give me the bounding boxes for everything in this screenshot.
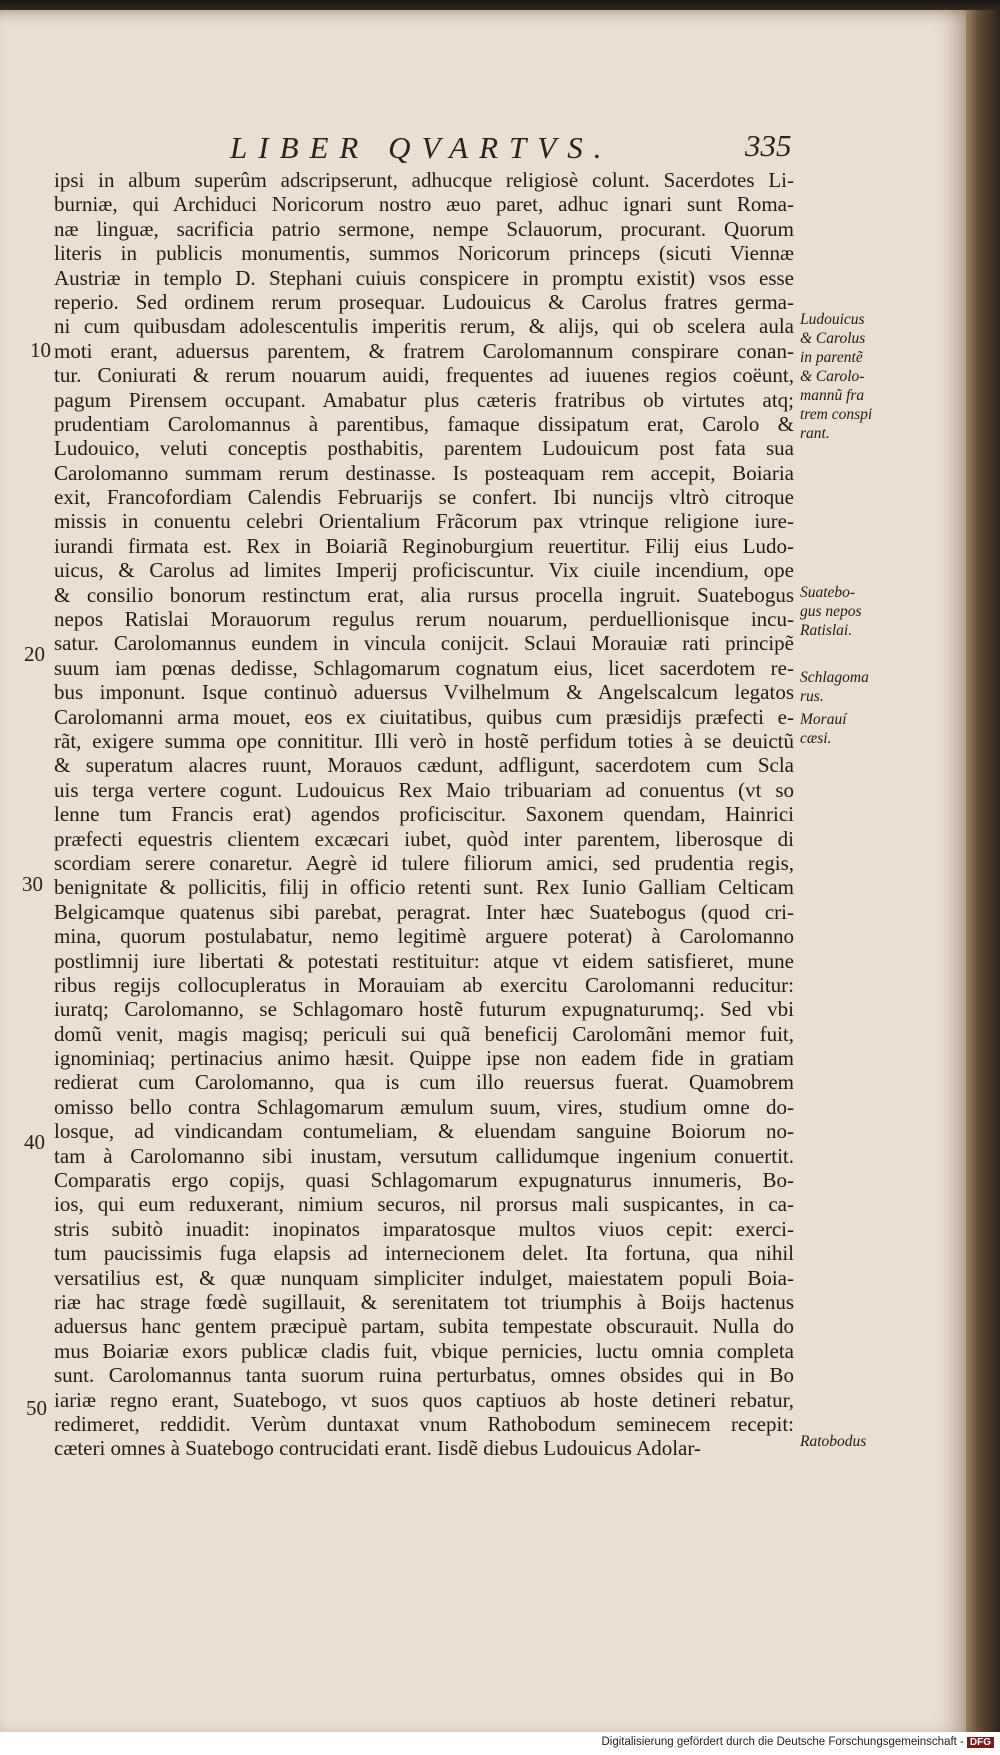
margin-note-line: mannũ fra bbox=[800, 387, 865, 404]
margin-note-line: trem conspi bbox=[800, 406, 873, 423]
text-line: Ludouico, veluti conceptis posthabitis, parentem Ludouicum post fata sua bbox=[54, 436, 794, 461]
margin-note-line: rus. bbox=[800, 688, 824, 705]
margin-note-line: & Carolo- bbox=[800, 368, 865, 385]
page-header bbox=[0, 130, 966, 170]
text-line: cæteri omnes à Suatebogo contrucidati erant. Iisdẽ diebus Ludouicus Adolar- bbox=[54, 1436, 701, 1461]
text-line: uis terga vertere cogunt. Ludouicus Rex Maio tribuariam ad conuentus (vt so bbox=[54, 777, 794, 802]
text-line: uicus, & Carolus ad limites Imperij proficiscuntur. Vix ciuile incendium, ope bbox=[54, 558, 794, 583]
text-line: scordiam serere conaretur. Aegrè id tulere filiorum amici, sed prudentia regis, bbox=[54, 850, 794, 875]
line-number-30: 30 bbox=[22, 872, 43, 896]
digitization-footer bbox=[0, 1732, 1000, 1755]
text-line: iuratq; Carolomanno, se Schlagomaro hostẽ futurum expugnaturumq;. Sed vbi bbox=[54, 997, 794, 1022]
text-line: rãt, exigere summa ope connititur. Illi verò in hostẽ perfidum toties à se deuictũ bbox=[54, 728, 794, 753]
main-text-block bbox=[54, 168, 794, 1461]
running-head: LIBER QVARTVS. bbox=[230, 130, 613, 165]
text-line: moti erant, aduersus parentem, & fratrem Carolomannum conspirare conan- bbox=[54, 338, 794, 363]
text-line: ios, qui eum reduxerant, nimium securos, nil prorsus mali suspicantes, in ca- bbox=[54, 1192, 794, 1217]
text-line: tur. Coniurati & rerum nouarum auidi, frequentes ad iuuenes regios coëunt, bbox=[54, 363, 794, 388]
text-line: iurandi firmata est. Rex in Boiariã Reginoburgium reuertitur. Filij eius Ludo- bbox=[54, 533, 794, 558]
text-line: Austriæ in templo D. Stephani cuiuis conspicere in promptu existit) vsos esse bbox=[54, 265, 794, 290]
text-line: Belgicamque quatenus sibi parebat, peragrat. Inter hæc Suatebogus (quod cri- bbox=[54, 899, 794, 924]
margin-note-line: Morauí bbox=[800, 711, 847, 728]
text-line: omisso bello contra Schlagomarum æmulum suum, vires, studium omne do- bbox=[54, 1094, 794, 1119]
dfg-logo: DFG bbox=[967, 1737, 994, 1748]
margin-note-line: Ludouicus bbox=[800, 311, 865, 328]
text-line: tum paucissimis fuga elapsis ad internecionem delet. Ita fortuna, qua nihil bbox=[54, 1241, 794, 1266]
text-line: ribus regijs collocupleratus in Morauiam ab exercitu Carolomanni reducitur: bbox=[54, 972, 794, 997]
text-line: redimeret, reddidit. Verùm duntaxat vnum Rathobodum seminecem recepit: bbox=[54, 1411, 794, 1436]
text-line: stris subitò inuadit: inopinatos imparatosque multos viuos cepit: exerci- bbox=[54, 1216, 794, 1241]
text-line: exit, Francofordiam Calendis Februarijs se confert. Ibi nuncijs vltrò citroque bbox=[54, 485, 794, 510]
book-page bbox=[0, 10, 966, 1732]
margin-note-line: Ratislai. bbox=[800, 622, 853, 639]
text-line: Comparatis ergo copijs, quasi Schlagomarum expugnaturus innumeris, Bo- bbox=[54, 1168, 794, 1193]
margin-note-suatebogus bbox=[800, 583, 895, 640]
text-line: ni cum quibusdam adolescentulis imperitis rerum, & alijs, qui ob scelera aula bbox=[54, 314, 794, 339]
margin-note-line: cæsi. bbox=[800, 730, 832, 747]
text-line: iariæ regno erant, Suatebogo, vt suos quos captiuos ab hoste detineri rebatur, bbox=[54, 1387, 794, 1412]
text-line: mus Boiariæ exors publicæ cladis fuit, vbique pernicies, luctu omnia completa bbox=[54, 1338, 794, 1363]
text-line: nepos Ratislai Morauorum regulus rerum nouarum, perduellionisque incu- bbox=[54, 607, 794, 632]
text-line: lenne tum Francis erat) agendos proficiscitur. Saxonem quendam, Hainrici bbox=[54, 802, 794, 827]
margin-note-ratobodus bbox=[800, 1432, 895, 1451]
margin-note-line: Ratobodus bbox=[800, 1433, 867, 1450]
margin-note-line: & Carolus bbox=[800, 330, 866, 347]
text-line: riæ hac strage fœdè sugillauit, & serenitatem tot triumphis à Boijs hactenus bbox=[54, 1289, 794, 1314]
text-line: bus imponunt. Isque continuò aduersus Vvilhelmum & Angelscalcum legatos bbox=[54, 680, 794, 705]
text-line: aduersus hanc gentem præcipuè partam, subita tempestate obscurauit. Nulla do bbox=[54, 1314, 794, 1339]
text-line: missis in conuentu celebri Orientalium Frãcorum pax vtrinque religione iure- bbox=[54, 509, 794, 534]
text-line: domũ venit, magis magisq; periculi sui quã beneficij Carolomãni memor fuit, bbox=[54, 1021, 794, 1046]
text-line: redierat cum Carolomanno, qua is cum illo reuersus fuerat. Quamobrem bbox=[54, 1070, 794, 1095]
text-line: losque, ad vindicandam contumeliam, & eluendam sanguine Boiorum no- bbox=[54, 1119, 794, 1144]
footer-credit-text: Digitalisierung gefördert durch die Deutsche Forschungsgemeinschaft - bbox=[601, 1736, 964, 1748]
text-line: versatilius est, & quæ nunquam simpliciter indulget, maiestatem populi Boia- bbox=[54, 1265, 794, 1290]
text-line: præfecti equestris clientem excæcari iubet, quòd inter parentem, liberosque di bbox=[54, 826, 794, 851]
footer-credit bbox=[601, 1736, 994, 1748]
text-line: benignitate & pollicitis, filij in officio retenti sunt. Rex Iunio Galliam Celticam bbox=[54, 875, 794, 900]
line-number-50: 50 bbox=[26, 1396, 47, 1420]
text-line: ipsi in album superûm adscripserunt, adhucque religiosè colunt. Sacerdotes Li- bbox=[54, 168, 794, 192]
margin-note-line: rant. bbox=[800, 425, 830, 442]
line-number-20: 20 bbox=[24, 642, 45, 666]
margin-note-morauí bbox=[800, 710, 895, 748]
page-edge bbox=[966, 10, 1000, 1732]
margin-note-schlagomarus bbox=[800, 668, 895, 706]
text-line: & superatum alacres ruunt, Morauos cædunt, adfligunt, sacerdotem cum Scla bbox=[54, 753, 794, 778]
text-line: postlimnij iure libertati & potestati restituitur: atque vt eidem satisfieret, mune bbox=[54, 948, 794, 973]
text-line: suum iam pœnas dedisse, Schlagomarum cognatum eius, licet sacerdotem re- bbox=[54, 655, 794, 680]
text-line: Carolomanni arma mouet, eos ex ciuitatibus, quibus cum præsidijs præfecti e- bbox=[54, 704, 794, 729]
text-line: & consilio bonorum restinctum erat, alia rursus procella ingruit. Suatebogus bbox=[54, 582, 794, 607]
text-line: prudentiam Carolomannus à parentibus, famaque dissipatum erat, Carolo & bbox=[54, 411, 794, 436]
line-number-10: 10 bbox=[30, 338, 51, 362]
text-line: sunt. Carolomannus tanta suorum ruina perturbatus, omnes obsides qui in Bo bbox=[54, 1363, 794, 1388]
margin-note-line: Suatebo- bbox=[800, 584, 856, 601]
page-number: 335 bbox=[745, 128, 792, 163]
text-line: reperio. Sed ordinem rerum prosequar. Ludouicus & Carolus fratres germa- bbox=[54, 289, 794, 314]
text-line: mina, quorum postulabatur, nemo legitimè arguere poterat) à Carolomanno bbox=[54, 924, 794, 949]
text-line: pagum Pirensem occupant. Amabatur plus cæteris fratribus ob virtutes atq; bbox=[54, 387, 794, 412]
margin-note-line: gus nepos bbox=[800, 603, 862, 620]
margin-note-line: Schlagoma bbox=[800, 669, 869, 686]
margin-note-ludouicus bbox=[800, 310, 895, 443]
line-number-40: 40 bbox=[24, 1130, 45, 1154]
text-line: tam à Carolomanno sibi inustam, versutum callidumque ingenium conuertit. bbox=[54, 1143, 794, 1168]
text-line: satur. Carolomannus eundem in vincula conijcit. Sclaui Morauiæ rati principẽ bbox=[54, 631, 794, 656]
text-line: burniæ, qui Archiduci Noricorum nostro æuo paret, adhuc ignari sunt Roma- bbox=[54, 192, 794, 217]
margin-note-line: in parentẽ bbox=[800, 349, 863, 366]
text-line: Carolomanno summam rerum destinasse. Is posteaquam rem accepit, Boiaria bbox=[54, 460, 794, 485]
text-line: ignominiaq; pertinacius animo hæsit. Quippe ipse non eadem fide in gratiam bbox=[54, 1046, 794, 1071]
text-line: næ linguæ, sacrificia patrio sermone, nempe Sclauorum, procurant. Quorum bbox=[54, 216, 794, 241]
text-line: literis in publicis monumentis, summos Noricorum princeps (sicuti Viennæ bbox=[54, 241, 794, 266]
